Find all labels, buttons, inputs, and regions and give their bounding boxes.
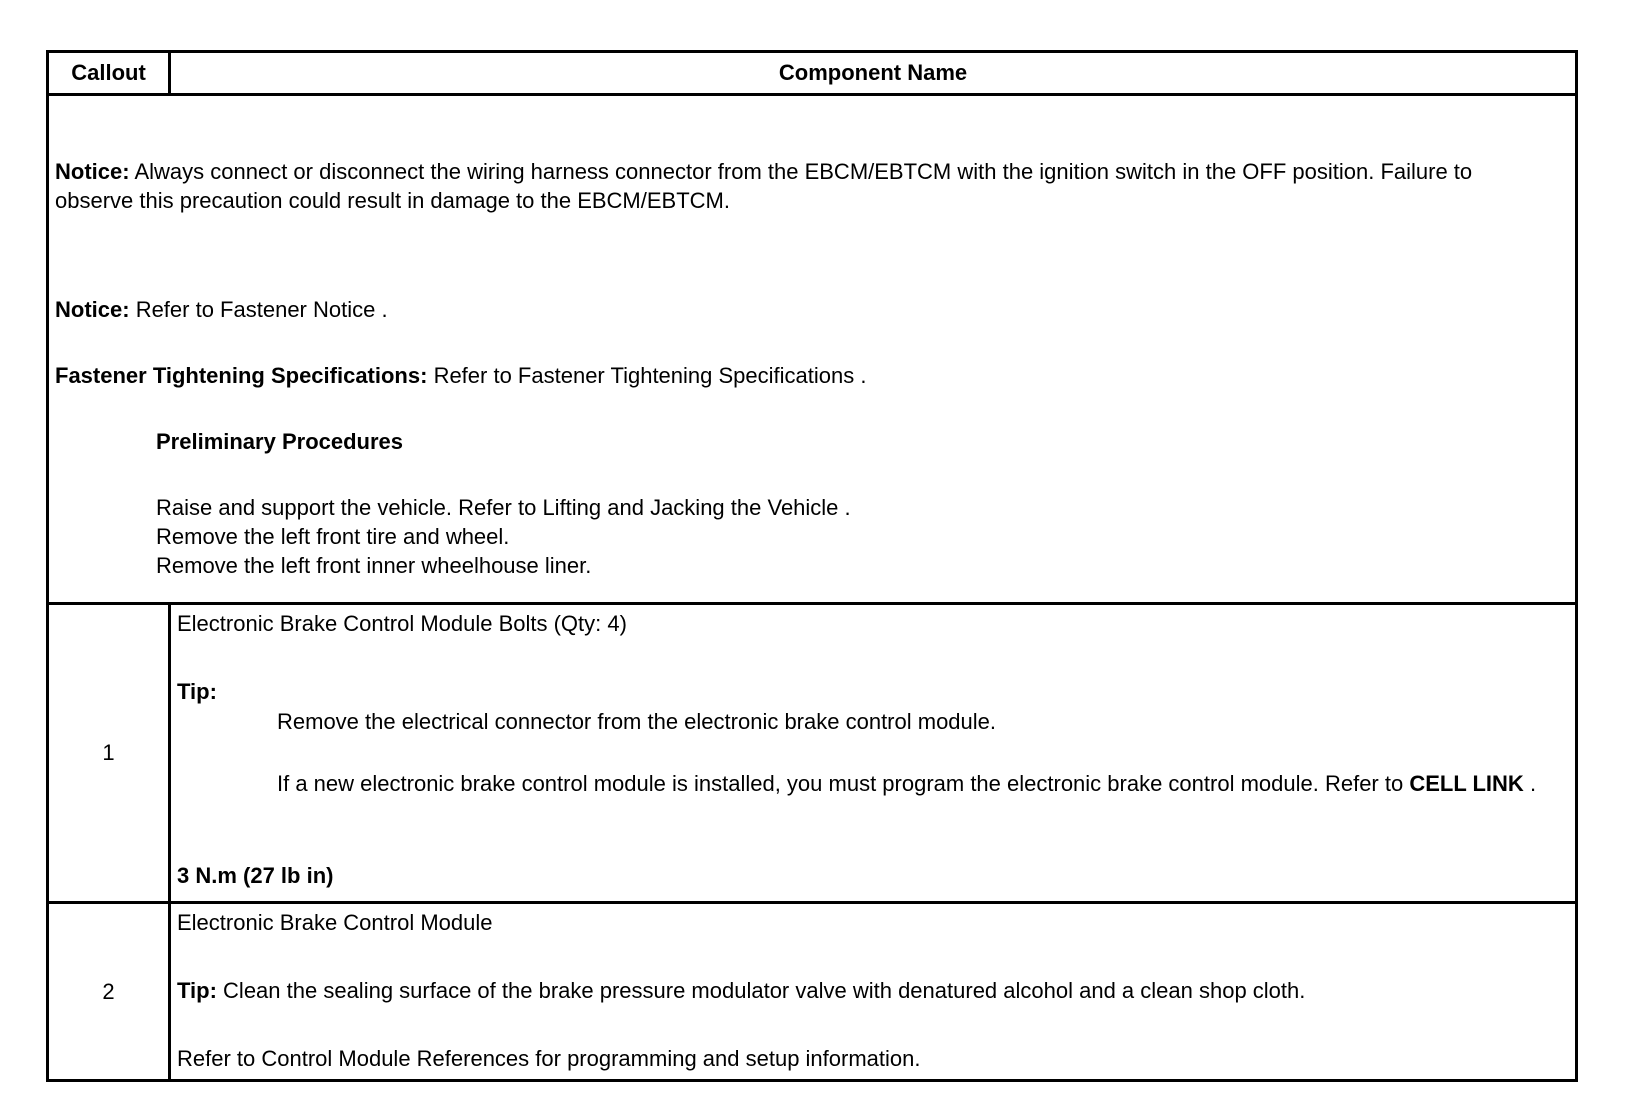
preliminary-title: Preliminary Procedures — [156, 429, 404, 454]
cell-link[interactable]: CELL LINK — [1409, 771, 1524, 796]
procedure-table — [46, 50, 1578, 1082]
notice-label: Notice: — [55, 297, 130, 322]
component-name-header: Component Name — [778, 60, 968, 85]
notice-fastener — [55, 295, 1515, 324]
fastener-specs — [55, 361, 1515, 390]
tip-text: Remove the electrical connector from the electronic brake control module. — [277, 709, 997, 734]
table-header — [49, 53, 1575, 93]
callout-header: Callout — [49, 53, 171, 93]
preliminary-step: Remove the left front tire and wheel. — [156, 524, 510, 549]
table-row — [49, 602, 1575, 901]
component-title: Electronic Brake Control Module — [177, 910, 493, 935]
callout-number: 1 — [49, 605, 171, 901]
table-row — [49, 901, 1575, 1079]
tip-text: Tip: Clean the sealing surface of the brake pressure modulator valve with denatured alcohol and a clean shop cloth. — [177, 978, 1306, 1003]
component-title: Electronic Brake Control Module Bolts (Qty: 4) — [177, 611, 627, 636]
tip-label: Tip: — [177, 679, 217, 704]
tip-label: Tip: — [177, 978, 217, 1003]
notice-text: Always connect or disconnect the wiring harness connector from the EBCM/EBTCM with the ignition switch in the OFF position. Failure to observe this precaution could result in damage to the EBCM/EBTCM. — [55, 159, 1473, 213]
reference-text: Refer to Control Module References for programming and setup information. — [177, 1046, 921, 1071]
preliminary-step: Raise and support the vehicle. Refer to Lifting and Jacking the Vehicle . — [156, 495, 851, 520]
component-cell — [171, 904, 1575, 1079]
preliminary-step: Remove the left front inner wheelhouse liner. — [156, 553, 592, 578]
fastener-text: Refer to Fastener Tightening Specifications . — [433, 363, 867, 388]
notice-text: Refer to Fastener Notice . — [135, 297, 388, 322]
component-cell — [171, 605, 1575, 901]
tip-text: If a new electronic brake control module is installed, you must program the electronic brake control module. Refer to CELL LINK . — [277, 771, 1537, 796]
intro-section — [49, 93, 1575, 602]
notice-ebcm — [55, 157, 1515, 215]
notice-label: Notice: — [55, 159, 130, 184]
fastener-label: Fastener Tightening Specifications: — [55, 363, 428, 388]
torque-spec: 3 N.m (27 lb in) — [177, 863, 334, 888]
callout-number: 2 — [49, 904, 171, 1079]
